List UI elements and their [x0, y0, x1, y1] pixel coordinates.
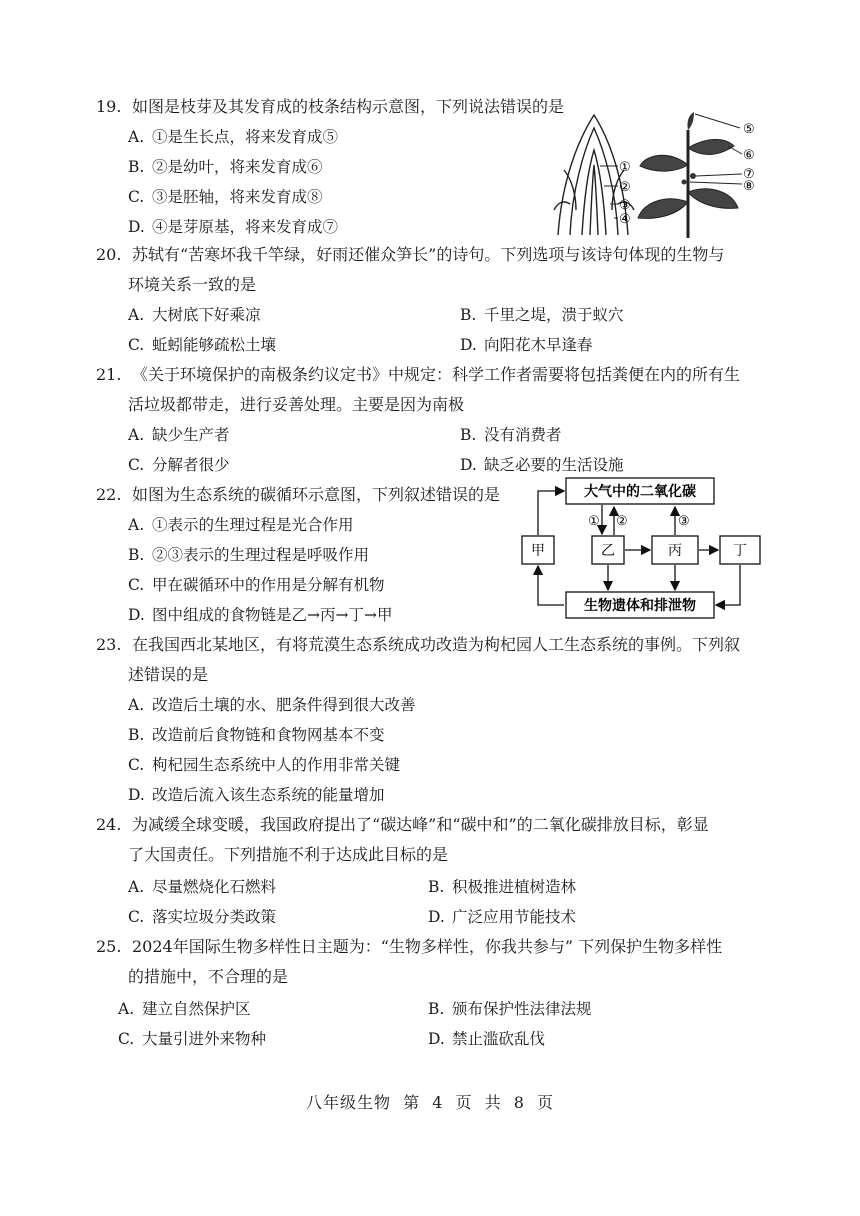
option-b: [128, 720, 385, 750]
option-letter: B.: [128, 546, 145, 564]
ding-label: 丁: [733, 543, 747, 559]
bud-branch-figure: [548, 110, 778, 240]
question-number: 21.: [96, 365, 122, 384]
arrow-3-label: ③: [678, 514, 690, 529]
option-d: [128, 600, 392, 630]
option-letter: C.: [118, 1030, 135, 1048]
option-text: ③是胚轴，将来发育成⑧: [152, 188, 323, 206]
question-number: 20.: [96, 245, 122, 264]
question-text-continued: 了大国责任。下列措施不利于达成此目标的是: [128, 845, 449, 864]
arrow-2-label: ②: [616, 514, 628, 529]
option-c: [118, 1024, 266, 1054]
question-text: 苏轼有“苦寒坏我千竿绿，好雨还催众笋长”的诗句。下列选项与该诗句体现的生物与: [132, 245, 725, 264]
option-text: 改造后土壤的水、肥条件得到很大改善: [152, 696, 416, 714]
question-23-stem: [96, 630, 740, 660]
option-letter: A.: [128, 128, 145, 146]
option-letter: D.: [460, 336, 477, 354]
option-letter: D.: [128, 786, 145, 804]
question-number: 25.: [96, 937, 122, 956]
footer-di: 第: [403, 1093, 421, 1112]
option-text: 积极推进植树造林: [452, 878, 577, 896]
option-letter: A.: [128, 306, 145, 324]
question-text-continued: 环境关系一致的是: [128, 275, 257, 294]
footer-ye: 页: [455, 1093, 473, 1112]
question-number: 22.: [96, 485, 122, 504]
option-text: 禁止滥砍乱伐: [452, 1030, 546, 1048]
option-a: [118, 994, 251, 1024]
arrow-jia-to-air: [538, 491, 564, 535]
label-2: ②: [619, 180, 631, 195]
remains-excreta-label: 生物遗体和排泄物: [584, 598, 696, 614]
label-6: ⑥: [743, 148, 755, 163]
label-5: ⑤: [743, 122, 755, 137]
arrow-1-label: ①: [588, 514, 600, 529]
option-text: 蚯蚓能够疏松土壤: [152, 336, 277, 354]
option-b: [128, 540, 369, 570]
option-letter: D.: [460, 456, 477, 474]
option-letter: A.: [128, 878, 145, 896]
option-a: [128, 420, 230, 450]
footer-ye-2: 页: [536, 1093, 554, 1112]
option-text: 枸杞园生态系统中人的作用非常关键: [152, 756, 401, 774]
option-letter: D.: [428, 908, 445, 926]
option-text: ②是幼叶，将来发育成⑥: [152, 158, 323, 176]
option-text: 千里之堤，溃于蚁穴: [484, 306, 624, 324]
question-25-stem: [96, 932, 722, 962]
footer-gong: 共: [484, 1093, 502, 1112]
question-22-stem: [96, 480, 500, 510]
question-number: 19.: [96, 97, 122, 116]
question-text-continued: 的措施中，不合理的是: [128, 967, 289, 986]
question-24-stem: [96, 810, 709, 840]
option-c: [128, 570, 385, 600]
option-letter: D.: [128, 606, 145, 624]
label-8: ⑧: [743, 179, 755, 194]
option-a: [128, 872, 276, 902]
option-letter: B.: [428, 1000, 445, 1018]
label-4: ④: [619, 212, 631, 227]
question-21-stem: [96, 360, 740, 390]
option-b: [128, 152, 323, 182]
option-letter: C.: [128, 456, 145, 474]
carbon-cycle-diagram: [518, 474, 768, 620]
question-19-stem: [96, 92, 564, 122]
option-letter: D.: [428, 1030, 445, 1048]
label-1: ①: [619, 160, 631, 175]
option-letter: D.: [128, 218, 145, 236]
option-b: [428, 872, 576, 902]
option-text: 图中组成的食物链是乙→丙→丁→甲: [152, 606, 393, 624]
option-letter: B.: [128, 158, 145, 176]
option-c: [128, 182, 323, 212]
option-text: 广泛应用节能技术: [452, 908, 577, 926]
footer-page-number: 4: [432, 1093, 444, 1112]
option-text: 分解者很少: [152, 456, 230, 474]
option-text: 向阳花木早逢春: [484, 336, 593, 354]
option-letter: A.: [118, 1000, 135, 1018]
option-d: [128, 212, 338, 242]
option-a: [128, 300, 261, 330]
option-text: 颁布保护性法律法规: [452, 1000, 592, 1018]
option-a: [128, 690, 416, 720]
option-text: 大树底下好乘凉: [152, 306, 261, 324]
arrow-remains-to-jia: [538, 566, 564, 605]
question-text: 如图为生态系统的碳循环示意图，下列叙述错误的是: [132, 485, 501, 504]
question-text: 为减缓全球变暖，我国政府提出了“碳达峰”和“碳中和”的二氧化碳排放目标，彰显: [132, 815, 709, 834]
bing-label: 丙: [668, 543, 682, 559]
option-b: [460, 420, 562, 450]
option-d: [460, 330, 593, 360]
option-text: 大量引进外来物种: [142, 1030, 267, 1048]
question-text-continued: 活垃圾都带走，进行妥善处理。主要是因为南极: [128, 395, 465, 414]
option-text: ②③表示的生理过程是呼吸作用: [152, 546, 370, 564]
option-c: [128, 330, 276, 360]
footer-total-pages: 8: [513, 1093, 525, 1112]
option-c: [128, 902, 276, 932]
option-d: [428, 1024, 545, 1054]
option-text: ④是芽原基，将来发育成⑦: [152, 218, 339, 236]
label-7: ⑦: [743, 167, 755, 182]
option-letter: C.: [128, 908, 145, 926]
option-text: 没有消费者: [484, 426, 562, 444]
atmosphere-co2-label: 大气中的二氧化碳: [584, 484, 696, 500]
option-text: ①表示的生理过程是光合作用: [152, 516, 354, 534]
option-c: [128, 450, 230, 480]
jia-label: 甲: [531, 543, 545, 559]
footer-subject: 八年级生物: [305, 1093, 391, 1112]
option-a: [128, 510, 354, 540]
option-letter: B.: [428, 878, 445, 896]
option-b: [460, 300, 624, 330]
option-text: 缺少生产者: [152, 426, 230, 444]
question-text-continued: 述错误的是: [128, 665, 209, 684]
option-c: [128, 750, 400, 780]
question-20-stem: [96, 240, 724, 270]
option-a: [128, 122, 338, 152]
question-number: 24.: [96, 815, 122, 834]
question-number: 23.: [96, 635, 122, 654]
option-text: 缺乏必要的生活设施: [484, 456, 624, 474]
question-text: 在我国西北某地区，有将荒漠生态系统成功改造为枸杞园人工生态系统的事例。下列叙: [132, 635, 741, 654]
page-footer: [0, 1090, 860, 1113]
arrow-ding-to-remains: [716, 565, 740, 605]
option-letter: C.: [128, 576, 145, 594]
option-letter: B.: [460, 306, 477, 324]
question-text: 如图是枝芽及其发育成的枝条结构示意图，下列说法错误的是: [132, 97, 565, 116]
option-d: [428, 902, 576, 932]
option-b: [428, 994, 592, 1024]
option-text: 建立自然保护区: [142, 1000, 251, 1018]
label-3: ③: [619, 198, 631, 213]
option-text: 甲在碳循环中的作用是分解有机物: [152, 576, 385, 594]
option-text: 落实垃圾分类政策: [152, 908, 277, 926]
option-letter: B.: [460, 426, 477, 444]
option-text: ①是生长点，将来发育成⑤: [152, 128, 339, 146]
question-text: 2024年国际生物多样性日主题为：“生物多样性，你我共参与” 下列保护生物多样性: [132, 937, 723, 956]
option-letter: B.: [128, 726, 145, 744]
option-text: 改造前后食物链和食物网基本不变: [152, 726, 385, 744]
option-letter: C.: [128, 756, 145, 774]
question-text: 《关于环境保护的南极条约议定书》中规定：科学工作者需要将包括粪便在内的所有生: [132, 365, 741, 384]
option-letter: A.: [128, 696, 145, 714]
option-letter: A.: [128, 426, 145, 444]
option-text: 尽量燃烧化石燃料: [152, 878, 277, 896]
option-letter: C.: [128, 336, 145, 354]
yi-label: 乙: [601, 543, 615, 559]
option-d: [128, 780, 385, 810]
option-letter: A.: [128, 516, 145, 534]
option-text: 改造后流入该生态系统的能量增加: [152, 786, 385, 804]
option-letter: C.: [128, 188, 145, 206]
